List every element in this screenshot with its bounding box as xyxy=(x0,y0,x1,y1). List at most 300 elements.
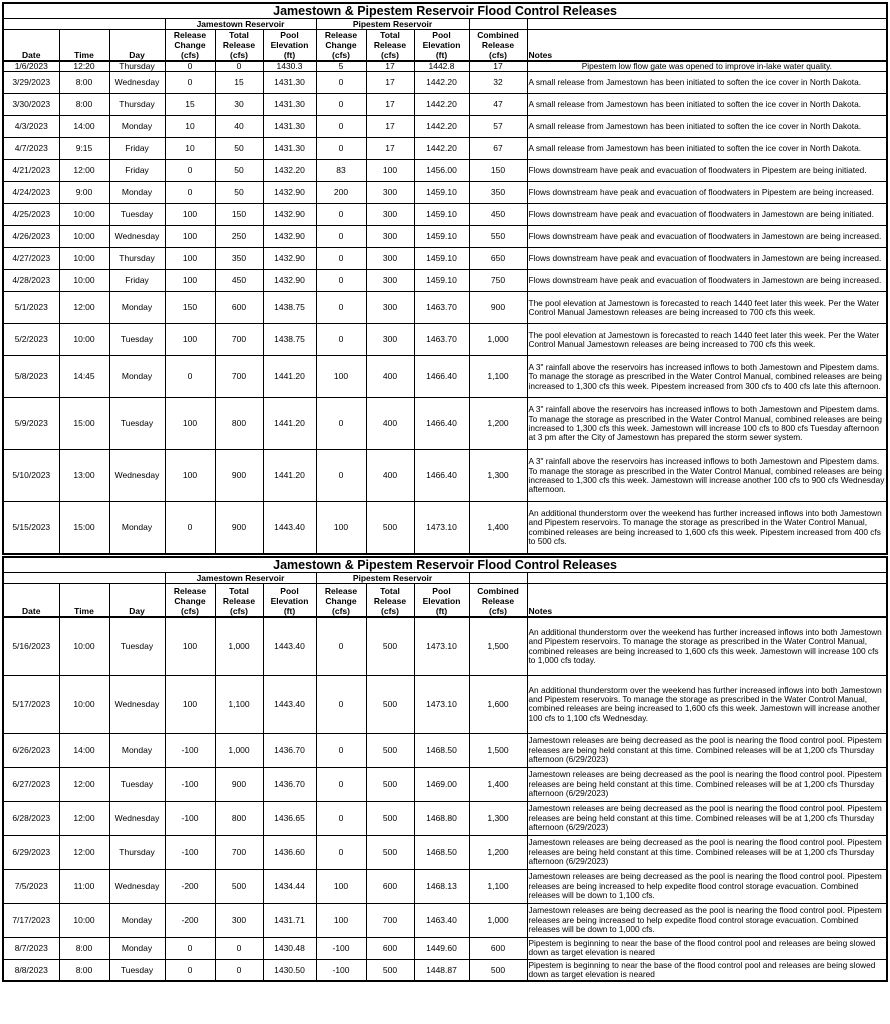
cell-p-total: 400 xyxy=(366,398,414,450)
cell-combined: 1,600 xyxy=(469,675,527,733)
cell-combined: 1,400 xyxy=(469,767,527,801)
cell-time: 15:00 xyxy=(59,502,109,554)
cell-p-total: 17 xyxy=(366,138,414,160)
cell-date: 6/27/2023 xyxy=(3,767,59,801)
cell-j-pool: 1443.40 xyxy=(263,617,316,675)
cell-p-total: 700 xyxy=(366,903,414,937)
cell-j-change: 100 xyxy=(165,450,215,502)
cell-j-total: 250 xyxy=(215,226,263,248)
cell-date: 7/17/2023 xyxy=(3,903,59,937)
cell-notes: The pool elevation at Jamestown is forecasted to reach 1440 feet later this week. Per the Water Control Manual Jamestown releases are being increased to 700 cfs this week. xyxy=(527,324,887,356)
cell-p-total: 300 xyxy=(366,270,414,292)
cell-j-change: 100 xyxy=(165,398,215,450)
cell-combined: 600 xyxy=(469,937,527,959)
cell-time: 10:00 xyxy=(59,226,109,248)
cell-date: 5/8/2023 xyxy=(3,356,59,398)
cell-p-total: 500 xyxy=(366,617,414,675)
cell-combined: 650 xyxy=(469,248,527,270)
cell-notes: A 3" rainfall above the reservoirs has increased inflows to both Jamestown and Pipestem dams. To manage the storage as prescribed in the Water Control Manual, combined releases are being increased to 1,300 cfs this week. Jamestown will increase another 100 cfs to 900 cfs Wednesday afternoon. xyxy=(527,450,887,502)
cell-notes: Jamestown releases are being decreased as the pool is nearing the flood control pool. Pipestem releases are being increased to help expedite flood control storage evacuation. Combined releases will be down to 1,100 cfs. xyxy=(527,869,887,903)
cell-date: 5/16/2023 xyxy=(3,617,59,675)
cell-day: Friday xyxy=(109,138,165,160)
cell-j-change: -200 xyxy=(165,869,215,903)
cell-combined: 500 xyxy=(469,959,527,981)
cell-p-pool: 1449.60 xyxy=(414,937,469,959)
cell-day: Wednesday xyxy=(109,450,165,502)
cell-j-total: 0 xyxy=(215,61,263,72)
cell-p-pool: 1459.10 xyxy=(414,226,469,248)
cell-p-total: 300 xyxy=(366,248,414,270)
table-row xyxy=(3,801,887,835)
cell-j-change: 100 xyxy=(165,204,215,226)
cell-p-pool: 1473.10 xyxy=(414,502,469,554)
cell-date: 4/26/2023 xyxy=(3,226,59,248)
cell-notes: A small release from Jamestown has been initiated to soften the ice cover in North Dakota. xyxy=(527,72,887,94)
cell-j-pool: 1431.30 xyxy=(263,94,316,116)
cell-day: Wednesday xyxy=(109,226,165,248)
cell-date: 4/25/2023 xyxy=(3,204,59,226)
cell-notes: An additional thunderstorm over the weekend has further increased inflows into both Jamestown and Pipestem reservoirs. To manage the storage as prescribed in the Water Control Manual, combined releases are being increased to 1,600 cfs this week. Jamestown will increase another 100 cfs to 1,100 cfs Wednesday. xyxy=(527,675,887,733)
cell-combined: 1,500 xyxy=(469,733,527,767)
cell-j-change: 0 xyxy=(165,61,215,72)
jamestown-group-header: Jamestown Reservoir xyxy=(165,19,316,30)
cell-notes: Jamestown releases are being decreased as the pool is nearing the flood control pool. Pipestem releases are being held constant at this time. Combined releases will be at 1,200 cfs Thursday afternoon (6/29/2023) xyxy=(527,801,887,835)
cell-p-pool: 1473.10 xyxy=(414,617,469,675)
cell-day: Thursday xyxy=(109,61,165,72)
table-row xyxy=(3,204,887,226)
cell-p-pool: 1473.10 xyxy=(414,675,469,733)
cell-j-total: 1,000 xyxy=(215,617,263,675)
cell-combined: 900 xyxy=(469,292,527,324)
cell-j-total: 150 xyxy=(215,204,263,226)
cell-j-pool: 1431.71 xyxy=(263,903,316,937)
cell-time: 12:00 xyxy=(59,767,109,801)
cell-time: 12:00 xyxy=(59,160,109,182)
col-date-2: Date xyxy=(3,583,59,617)
cell-combined: 750 xyxy=(469,270,527,292)
cell-date: 8/7/2023 xyxy=(3,937,59,959)
cell-date: 5/9/2023 xyxy=(3,398,59,450)
cell-day: Thursday xyxy=(109,94,165,116)
cell-day: Monday xyxy=(109,937,165,959)
table-row xyxy=(3,767,887,801)
table-1-body xyxy=(3,61,887,554)
cell-p-total: 500 xyxy=(366,733,414,767)
table-row xyxy=(3,502,887,554)
cell-day: Tuesday xyxy=(109,959,165,981)
releases-table-2 xyxy=(2,556,888,983)
cell-j-pool: 1434.44 xyxy=(263,869,316,903)
cell-date: 6/26/2023 xyxy=(3,733,59,767)
cell-time: 8:00 xyxy=(59,959,109,981)
cell-p-total: 17 xyxy=(366,72,414,94)
cell-p-pool: 1448.87 xyxy=(414,959,469,981)
cell-combined: 1,500 xyxy=(469,617,527,675)
cell-j-pool: 1443.40 xyxy=(263,675,316,733)
cell-p-total: 17 xyxy=(366,116,414,138)
cell-j-total: 50 xyxy=(215,182,263,204)
cell-j-pool: 1436.70 xyxy=(263,733,316,767)
col-time: Time xyxy=(59,30,109,62)
cell-j-change: 0 xyxy=(165,72,215,94)
table-row xyxy=(3,61,887,72)
cell-j-change: 150 xyxy=(165,292,215,324)
cell-combined: 550 xyxy=(469,226,527,248)
cell-p-change: -100 xyxy=(316,959,366,981)
cell-j-total: 1,000 xyxy=(215,733,263,767)
table-row xyxy=(3,292,887,324)
cell-p-total: 300 xyxy=(366,324,414,356)
cell-date: 1/6/2023 xyxy=(3,61,59,72)
cell-p-pool: 1463.70 xyxy=(414,324,469,356)
cell-date: 3/30/2023 xyxy=(3,94,59,116)
cell-j-pool: 1441.20 xyxy=(263,398,316,450)
cell-day: Wednesday xyxy=(109,675,165,733)
cell-combined: 150 xyxy=(469,160,527,182)
cell-p-total: 500 xyxy=(366,502,414,554)
col-combined-release-2: Combined Release (cfs) xyxy=(469,583,527,617)
cell-combined: 1,200 xyxy=(469,835,527,869)
cell-j-change: 0 xyxy=(165,959,215,981)
cell-p-change: 0 xyxy=(316,324,366,356)
cell-j-change: 100 xyxy=(165,270,215,292)
cell-j-total: 40 xyxy=(215,116,263,138)
table-title-2: Jamestown & Pipestem Reservoir Flood Control Releases xyxy=(3,557,887,573)
col-notes: Notes xyxy=(527,30,887,62)
cell-notes: Jamestown releases are being decreased as the pool is nearing the flood control pool. Pipestem releases are being held constant at this time. Combined releases will be at 1,200 cfs Thursday afternoon (6/29/2023) xyxy=(527,767,887,801)
cell-p-total: 300 xyxy=(366,204,414,226)
cell-j-pool: 1436.70 xyxy=(263,767,316,801)
cell-time: 13:00 xyxy=(59,450,109,502)
cell-p-change: 100 xyxy=(316,903,366,937)
cell-p-pool: 1459.10 xyxy=(414,182,469,204)
col-p-pool-elevation-2: Pool Elevation (ft) xyxy=(414,583,469,617)
cell-combined: 1,300 xyxy=(469,801,527,835)
cell-time: 12:20 xyxy=(59,61,109,72)
col-p-total-release: Total Release (cfs) xyxy=(366,30,414,62)
cell-day: Monday xyxy=(109,292,165,324)
cell-p-change: 0 xyxy=(316,675,366,733)
cell-combined: 1,000 xyxy=(469,903,527,937)
cell-p-total: 500 xyxy=(366,959,414,981)
cell-j-pool: 1430.3 xyxy=(263,61,316,72)
table-2-body xyxy=(3,617,887,981)
jamestown-group-header-2: Jamestown Reservoir xyxy=(165,572,316,583)
cell-day: Thursday xyxy=(109,835,165,869)
cell-notes: Flows downstream have peak and evacuation of floodwaters in Pipestem are being initiated. xyxy=(527,160,887,182)
cell-time: 8:00 xyxy=(59,937,109,959)
pipestem-group-header: Pipestem Reservoir xyxy=(316,19,469,30)
cell-p-change: 0 xyxy=(316,398,366,450)
table-row xyxy=(3,138,887,160)
col-j-pool-elevation-2: Pool Elevation (ft) xyxy=(263,583,316,617)
table-row xyxy=(3,270,887,292)
cell-p-pool: 1456.00 xyxy=(414,160,469,182)
cell-day: Tuesday xyxy=(109,204,165,226)
cell-time: 12:00 xyxy=(59,835,109,869)
cell-j-total: 700 xyxy=(215,835,263,869)
cell-j-pool: 1436.65 xyxy=(263,801,316,835)
cell-date: 6/28/2023 xyxy=(3,801,59,835)
cell-p-pool: 1459.10 xyxy=(414,248,469,270)
cell-date: 4/7/2023 xyxy=(3,138,59,160)
cell-p-total: 17 xyxy=(366,94,414,116)
cell-time: 8:00 xyxy=(59,72,109,94)
cell-notes: An additional thunderstorm over the weekend has further increased inflows into both Jamestown and Pipestem reservoirs. To manage the storage as prescribed in the Water Control Manual, combined releases are being increased to 1,600 cfs this week. Jamestown will increase 100 cfs to 1,000 cfs today. xyxy=(527,617,887,675)
cell-j-total: 0 xyxy=(215,959,263,981)
cell-date: 4/24/2023 xyxy=(3,182,59,204)
cell-notes: Flows downstream have peak and evacuation of floodwaters in Jamestown are being initiated. xyxy=(527,204,887,226)
cell-j-change: 0 xyxy=(165,160,215,182)
cell-p-change: 0 xyxy=(316,617,366,675)
cell-p-change: 200 xyxy=(316,182,366,204)
cell-j-total: 15 xyxy=(215,72,263,94)
cell-j-pool: 1432.90 xyxy=(263,248,316,270)
cell-notes: Pipestem is beginning to near the base of the flood control pool and releases are being slowed down as target elevation is neared xyxy=(527,959,887,981)
table-row xyxy=(3,248,887,270)
cell-p-pool: 1469.00 xyxy=(414,767,469,801)
cell-day: Monday xyxy=(109,502,165,554)
cell-time: 15:00 xyxy=(59,398,109,450)
col-p-release-change: Release Change (cfs) xyxy=(316,30,366,62)
col-p-pool-elevation: Pool Elevation (ft) xyxy=(414,30,469,62)
col-j-release-change-2: Release Change (cfs) xyxy=(165,583,215,617)
col-combined-release: Combined Release (cfs) xyxy=(469,30,527,62)
cell-j-change: 100 xyxy=(165,675,215,733)
cell-notes: Flows downstream have peak and evacuation of floodwaters in Jamestown are being increased. xyxy=(527,226,887,248)
cell-time: 10:00 xyxy=(59,248,109,270)
cell-p-total: 500 xyxy=(366,801,414,835)
cell-day: Monday xyxy=(109,733,165,767)
cell-j-total: 900 xyxy=(215,767,263,801)
cell-p-change: 0 xyxy=(316,94,366,116)
cell-j-change: 100 xyxy=(165,248,215,270)
cell-p-change: 100 xyxy=(316,356,366,398)
cell-j-change: -100 xyxy=(165,801,215,835)
cell-j-change: -100 xyxy=(165,835,215,869)
cell-time: 8:00 xyxy=(59,94,109,116)
cell-p-total: 300 xyxy=(366,292,414,324)
cell-j-change: 100 xyxy=(165,617,215,675)
cell-p-pool: 1466.40 xyxy=(414,450,469,502)
cell-p-change: 0 xyxy=(316,450,366,502)
cell-j-total: 900 xyxy=(215,502,263,554)
cell-j-pool: 1436.60 xyxy=(263,835,316,869)
col-j-pool-elevation: Pool Elevation (ft) xyxy=(263,30,316,62)
cell-p-pool: 1468.80 xyxy=(414,801,469,835)
cell-p-total: 500 xyxy=(366,835,414,869)
cell-date: 4/27/2023 xyxy=(3,248,59,270)
cell-notes: Flows downstream have peak and evacuation of floodwaters in Pipestem are being increased. xyxy=(527,182,887,204)
cell-time: 9:00 xyxy=(59,182,109,204)
cell-j-change: 0 xyxy=(165,937,215,959)
col-notes-2: Notes xyxy=(527,583,887,617)
cell-p-change: 0 xyxy=(316,204,366,226)
cell-j-total: 50 xyxy=(215,138,263,160)
cell-j-pool: 1432.90 xyxy=(263,182,316,204)
flood-control-report xyxy=(2,2,886,982)
pipestem-group-header-2: Pipestem Reservoir xyxy=(316,572,469,583)
cell-j-total: 500 xyxy=(215,869,263,903)
cell-j-total: 0 xyxy=(215,937,263,959)
cell-j-pool: 1438.75 xyxy=(263,324,316,356)
cell-time: 12:00 xyxy=(59,801,109,835)
cell-p-change: 100 xyxy=(316,869,366,903)
releases-table-1 xyxy=(2,2,888,555)
table-row xyxy=(3,959,887,981)
cell-day: Tuesday xyxy=(109,324,165,356)
cell-day: Wednesday xyxy=(109,869,165,903)
cell-combined: 57 xyxy=(469,116,527,138)
cell-p-pool: 1442.20 xyxy=(414,116,469,138)
table-row xyxy=(3,94,887,116)
cell-time: 11:00 xyxy=(59,869,109,903)
cell-j-pool: 1432.90 xyxy=(263,204,316,226)
cell-time: 14:00 xyxy=(59,116,109,138)
cell-notes: Jamestown releases are being decreased as the pool is nearing the flood control pool. Pipestem releases are being held constant at this time. Combined releases will be at 1,200 cfs Thursday afternoon (6/29/2023) xyxy=(527,733,887,767)
col-day-2: Day xyxy=(109,583,165,617)
cell-date: 5/15/2023 xyxy=(3,502,59,554)
cell-j-total: 50 xyxy=(215,160,263,182)
cell-j-pool: 1432.90 xyxy=(263,226,316,248)
cell-j-total: 600 xyxy=(215,292,263,324)
cell-p-total: 600 xyxy=(366,869,414,903)
cell-j-pool: 1431.30 xyxy=(263,72,316,94)
cell-p-total: 600 xyxy=(366,937,414,959)
cell-j-change: -200 xyxy=(165,903,215,937)
table-row xyxy=(3,733,887,767)
cell-time: 10:00 xyxy=(59,675,109,733)
cell-combined: 17 xyxy=(469,61,527,72)
cell-j-change: 0 xyxy=(165,356,215,398)
cell-p-change: 100 xyxy=(316,502,366,554)
cell-p-pool: 1459.10 xyxy=(414,204,469,226)
cell-day: Wednesday xyxy=(109,801,165,835)
table-row xyxy=(3,226,887,248)
cell-day: Tuesday xyxy=(109,767,165,801)
cell-time: 10:00 xyxy=(59,617,109,675)
cell-p-total: 300 xyxy=(366,182,414,204)
cell-p-change: 0 xyxy=(316,226,366,248)
cell-time: 14:45 xyxy=(59,356,109,398)
cell-p-change: 0 xyxy=(316,801,366,835)
cell-combined: 1,000 xyxy=(469,324,527,356)
cell-j-total: 30 xyxy=(215,94,263,116)
cell-j-change: -100 xyxy=(165,767,215,801)
cell-p-pool: 1442.20 xyxy=(414,138,469,160)
cell-p-change: 0 xyxy=(316,733,366,767)
cell-p-total: 17 xyxy=(366,61,414,72)
cell-j-total: 700 xyxy=(215,356,263,398)
cell-p-change: 0 xyxy=(316,116,366,138)
table-row xyxy=(3,903,887,937)
cell-date: 5/1/2023 xyxy=(3,292,59,324)
cell-p-change: 0 xyxy=(316,270,366,292)
cell-p-pool: 1468.13 xyxy=(414,869,469,903)
cell-j-change: 100 xyxy=(165,226,215,248)
col-day: Day xyxy=(109,30,165,62)
cell-j-change: 0 xyxy=(165,502,215,554)
table-row xyxy=(3,116,887,138)
cell-day: Friday xyxy=(109,270,165,292)
cell-date: 4/3/2023 xyxy=(3,116,59,138)
cell-day: Tuesday xyxy=(109,617,165,675)
cell-j-pool: 1441.20 xyxy=(263,356,316,398)
cell-p-change: 0 xyxy=(316,72,366,94)
col-j-total-release: Total Release (cfs) xyxy=(215,30,263,62)
cell-notes: An additional thunderstorm over the weekend has further increased inflows into both Jamestown and Pipestem reservoirs. To manage the storage as prescribed in the Water Control Manual, combined releases are being increased to 1,600 cfs this week. Pipestem increased from 400 cfs to 500 cfs. xyxy=(527,502,887,554)
table-row xyxy=(3,869,887,903)
cell-j-total: 900 xyxy=(215,450,263,502)
cell-p-pool: 1459.10 xyxy=(414,270,469,292)
cell-combined: 1,100 xyxy=(469,356,527,398)
table-row xyxy=(3,398,887,450)
cell-p-pool: 1463.40 xyxy=(414,903,469,937)
cell-p-change: 0 xyxy=(316,292,366,324)
cell-j-total: 800 xyxy=(215,398,263,450)
cell-j-total: 1,100 xyxy=(215,675,263,733)
cell-p-total: 300 xyxy=(366,226,414,248)
cell-j-total: 800 xyxy=(215,801,263,835)
cell-j-pool: 1431.30 xyxy=(263,116,316,138)
table-row xyxy=(3,835,887,869)
cell-notes: Flows downstream have peak and evacuation of floodwaters in Jamestown are being increased. xyxy=(527,270,887,292)
cell-notes: A small release from Jamestown has been initiated to soften the ice cover in North Dakota. xyxy=(527,116,887,138)
cell-p-change: 0 xyxy=(316,138,366,160)
cell-date: 6/29/2023 xyxy=(3,835,59,869)
cell-p-pool: 1466.40 xyxy=(414,356,469,398)
cell-notes: Pipestem low flow gate was opened to improve in-lake water quality. xyxy=(527,61,887,72)
cell-notes: Jamestown releases are being decreased as the pool is nearing the flood control pool. Pipestem releases are being held constant at this time. Combined releases will be at 1,200 cfs Thursday afternoon (6/29/2023) xyxy=(527,835,887,869)
cell-time: 10:00 xyxy=(59,903,109,937)
cell-j-pool: 1438.75 xyxy=(263,292,316,324)
cell-notes: A 3" rainfall above the reservoirs has increased inflows to both Jamestown and Pipestem dams. To manage the storage as prescribed in the Water Control Manual, combined releases are being increased to 1,300 cfs this week. Jamestown will increase 100 cfs to 800 cfs Tuesday afternoon at 3 pm after the City of Jamestown has prepared the storm sewer system. xyxy=(527,398,887,450)
cell-p-pool: 1442.20 xyxy=(414,94,469,116)
cell-j-change: 15 xyxy=(165,94,215,116)
cell-j-pool: 1432.90 xyxy=(263,270,316,292)
cell-combined: 1,300 xyxy=(469,450,527,502)
cell-day: Monday xyxy=(109,903,165,937)
cell-day: Wednesday xyxy=(109,72,165,94)
table-row xyxy=(3,617,887,675)
cell-date: 5/10/2023 xyxy=(3,450,59,502)
cell-date: 8/8/2023 xyxy=(3,959,59,981)
col-j-release-change: Release Change (cfs) xyxy=(165,30,215,62)
cell-date: 4/28/2023 xyxy=(3,270,59,292)
cell-p-change: 0 xyxy=(316,835,366,869)
cell-combined: 450 xyxy=(469,204,527,226)
col-date: Date xyxy=(3,30,59,62)
cell-day: Thursday xyxy=(109,248,165,270)
cell-day: Monday xyxy=(109,182,165,204)
cell-combined: 1,200 xyxy=(469,398,527,450)
table-row xyxy=(3,324,887,356)
cell-j-pool: 1443.40 xyxy=(263,502,316,554)
cell-p-pool: 1463.70 xyxy=(414,292,469,324)
cell-j-change: 10 xyxy=(165,116,215,138)
cell-p-change: -100 xyxy=(316,937,366,959)
table-row xyxy=(3,72,887,94)
cell-p-change: 0 xyxy=(316,248,366,270)
cell-time: 10:00 xyxy=(59,270,109,292)
cell-combined: 1,100 xyxy=(469,869,527,903)
cell-time: 10:00 xyxy=(59,324,109,356)
cell-date: 5/2/2023 xyxy=(3,324,59,356)
col-p-total-release-2: Total Release (cfs) xyxy=(366,583,414,617)
cell-j-pool: 1431.30 xyxy=(263,138,316,160)
cell-time: 9:15 xyxy=(59,138,109,160)
col-j-total-release-2: Total Release (cfs) xyxy=(215,583,263,617)
